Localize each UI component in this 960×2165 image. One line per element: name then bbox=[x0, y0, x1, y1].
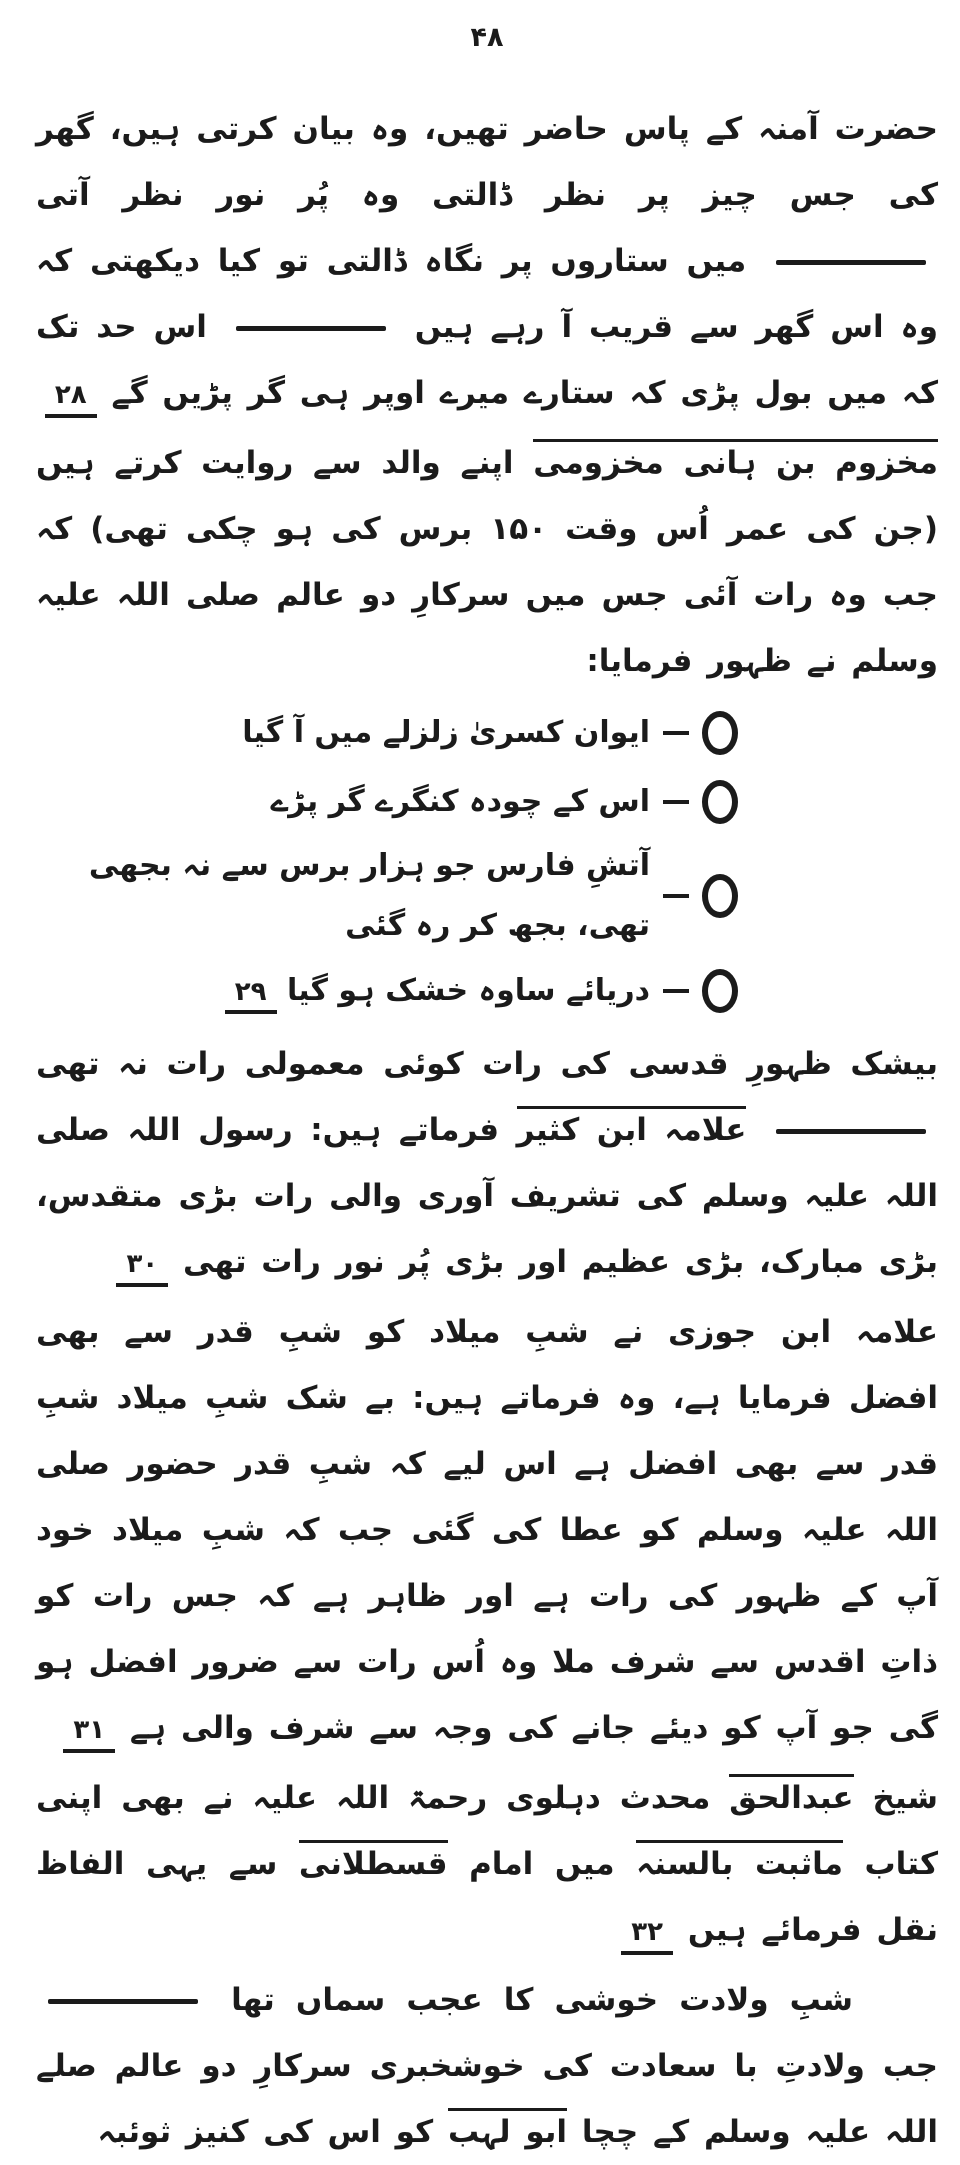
list-item bbox=[36, 698, 738, 767]
separator-dash-icon bbox=[776, 1129, 926, 1134]
proper-name: ماثبت بالسنہ bbox=[636, 1840, 843, 1882]
proper-name: قسطلانی bbox=[299, 1840, 448, 1882]
text-run: جب ولادتِ با سعادت کی خوشخبری سرکارِ دو عالم صلے اللہ علیہ وسلم کے چچا bbox=[36, 2048, 938, 2150]
sign-list bbox=[36, 698, 738, 1025]
text-run: سے یہی الفاظ نقل فرمائے ہیں bbox=[36, 1846, 938, 1948]
list-item-text bbox=[242, 703, 650, 763]
page-body bbox=[36, 96, 938, 2165]
circle-bullet-icon bbox=[702, 874, 738, 918]
paragraph bbox=[36, 1299, 938, 1761]
circle-bullet-icon bbox=[702, 711, 738, 755]
text-run: حضرت آمنہ کے پاس حاضر تھیں، وہ بیان کرتی ہیں، گھر کی جس چیز پر نظر ڈالتی وہ پُر نور نظر آتی bbox=[36, 111, 938, 213]
list-item-text bbox=[36, 836, 650, 956]
text-run: میں امام bbox=[469, 1846, 615, 1882]
text-run: دریائے ساوہ خشک ہو گیا bbox=[286, 972, 650, 1008]
proper-name: علامہ ابن کثیر bbox=[517, 1106, 747, 1148]
page-number: ۴۸ bbox=[470, 22, 504, 53]
separator-dash-icon bbox=[48, 1999, 198, 2004]
list-item bbox=[36, 956, 738, 1025]
paragraph bbox=[36, 1031, 938, 1295]
dash-icon bbox=[663, 894, 689, 898]
text-run: شیخ bbox=[872, 1780, 939, 1816]
list-item-text bbox=[271, 772, 650, 832]
circle-bullet-icon bbox=[702, 780, 738, 824]
circle-bullet-icon bbox=[702, 969, 738, 1013]
text-run: علامہ ابن جوزی نے شبِ میلاد کو شبِ قدر سے بھی افضل فرمایا ہے، وہ فرماتے ہیں: بے شک شبِ میلاد شبِ قدر سے بھی افضل ہے اس لیے کہ شبِ قدر حضور صلی اللہ علیہ وسلم کو عطا کی گئی جب کہ شبِ میلاد خود آپ کے ظہور کی رات ہے اور ظاہر ہے کہ جس رات کو ذاتِ اقدس سے شرف ملا وہ اُس رات سے ضرور افضل ہو گی جو آپ کو دیئے جانے کی وجہ سے شرف والی ہے bbox=[36, 1314, 938, 1746]
text-run: فرماتے ہیں: رسول اللہ صلی اللہ علیہ وسلم کی تشریف آوری والی رات بڑی متقدس، بڑی مبارک، بڑی عظیم اور بڑی پُر نور رات تھی bbox=[36, 1112, 938, 1280]
dash-icon bbox=[663, 989, 689, 993]
paragraph bbox=[36, 96, 938, 426]
separator-dash-icon bbox=[776, 260, 926, 265]
list-item bbox=[36, 836, 738, 956]
dash-icon bbox=[663, 800, 689, 804]
list-item bbox=[36, 767, 738, 836]
footnote-ref: ۳۱ bbox=[63, 1716, 115, 1753]
list-item-text bbox=[225, 961, 650, 1021]
text-run: اس کے چودہ کنگرے گر پڑے bbox=[270, 783, 650, 819]
separator-dash-icon bbox=[236, 326, 386, 331]
text-run: اپنے والد سے روایت کرتے ہیں (جن کی عمر اُس وقت ۱۵۰ برس کی ہو چکی تھی) کہ جب وہ رات آئی جس میں سرکارِ دو عالم صلی اللہ علیہ وسلم نے ظہور فرمایا: bbox=[36, 445, 938, 679]
text-run: شبِ ولادت خوشی کا عجب سماں تھا bbox=[231, 1982, 853, 2018]
text-run: میں ستاروں پر نگاہ ڈالتی تو کیا دیکھتی کہ وہ اس گھر سے قریب آ رہے ہیں bbox=[36, 243, 938, 345]
paragraph bbox=[36, 1765, 938, 1963]
text-run: بیشک ظہورِ قدسی کی رات کوئی معمولی رات نہ تھی bbox=[36, 1046, 938, 1082]
footnote-ref: ۲۹ bbox=[225, 978, 277, 1015]
proper-name: عبدالحق bbox=[729, 1774, 853, 1816]
proper-name: مخزوم بن ہانی مخزومی bbox=[533, 439, 938, 481]
text-run: محدث دہلوی رحمۃ اللہ علیہ نے بھی اپنی کتاب bbox=[36, 1780, 938, 1882]
footnote-ref: ۳۰ bbox=[116, 1250, 168, 1287]
text-run: کو اس کی کنیز ثوئبہ bbox=[97, 2114, 434, 2150]
text-run: آتشِ فارس جو ہزار برس سے نہ بجھی تھی، بجھ کر رہ گئی bbox=[88, 848, 650, 943]
proper-name: ابو لہب bbox=[448, 2108, 567, 2150]
text-run: ایوان کسریٰ زلزلے میں آ گیا bbox=[242, 714, 650, 750]
footnote-ref: ۲۸ bbox=[45, 381, 97, 418]
dash-icon bbox=[663, 731, 689, 735]
text-run: اس حد تک کہ میں بول پڑی کہ ستارے میرے اوپر ہی گر پڑیں گے bbox=[36, 309, 938, 411]
paragraph bbox=[36, 430, 938, 694]
paragraph bbox=[36, 1967, 938, 2165]
footnote-ref: ۳۲ bbox=[621, 1918, 673, 1955]
